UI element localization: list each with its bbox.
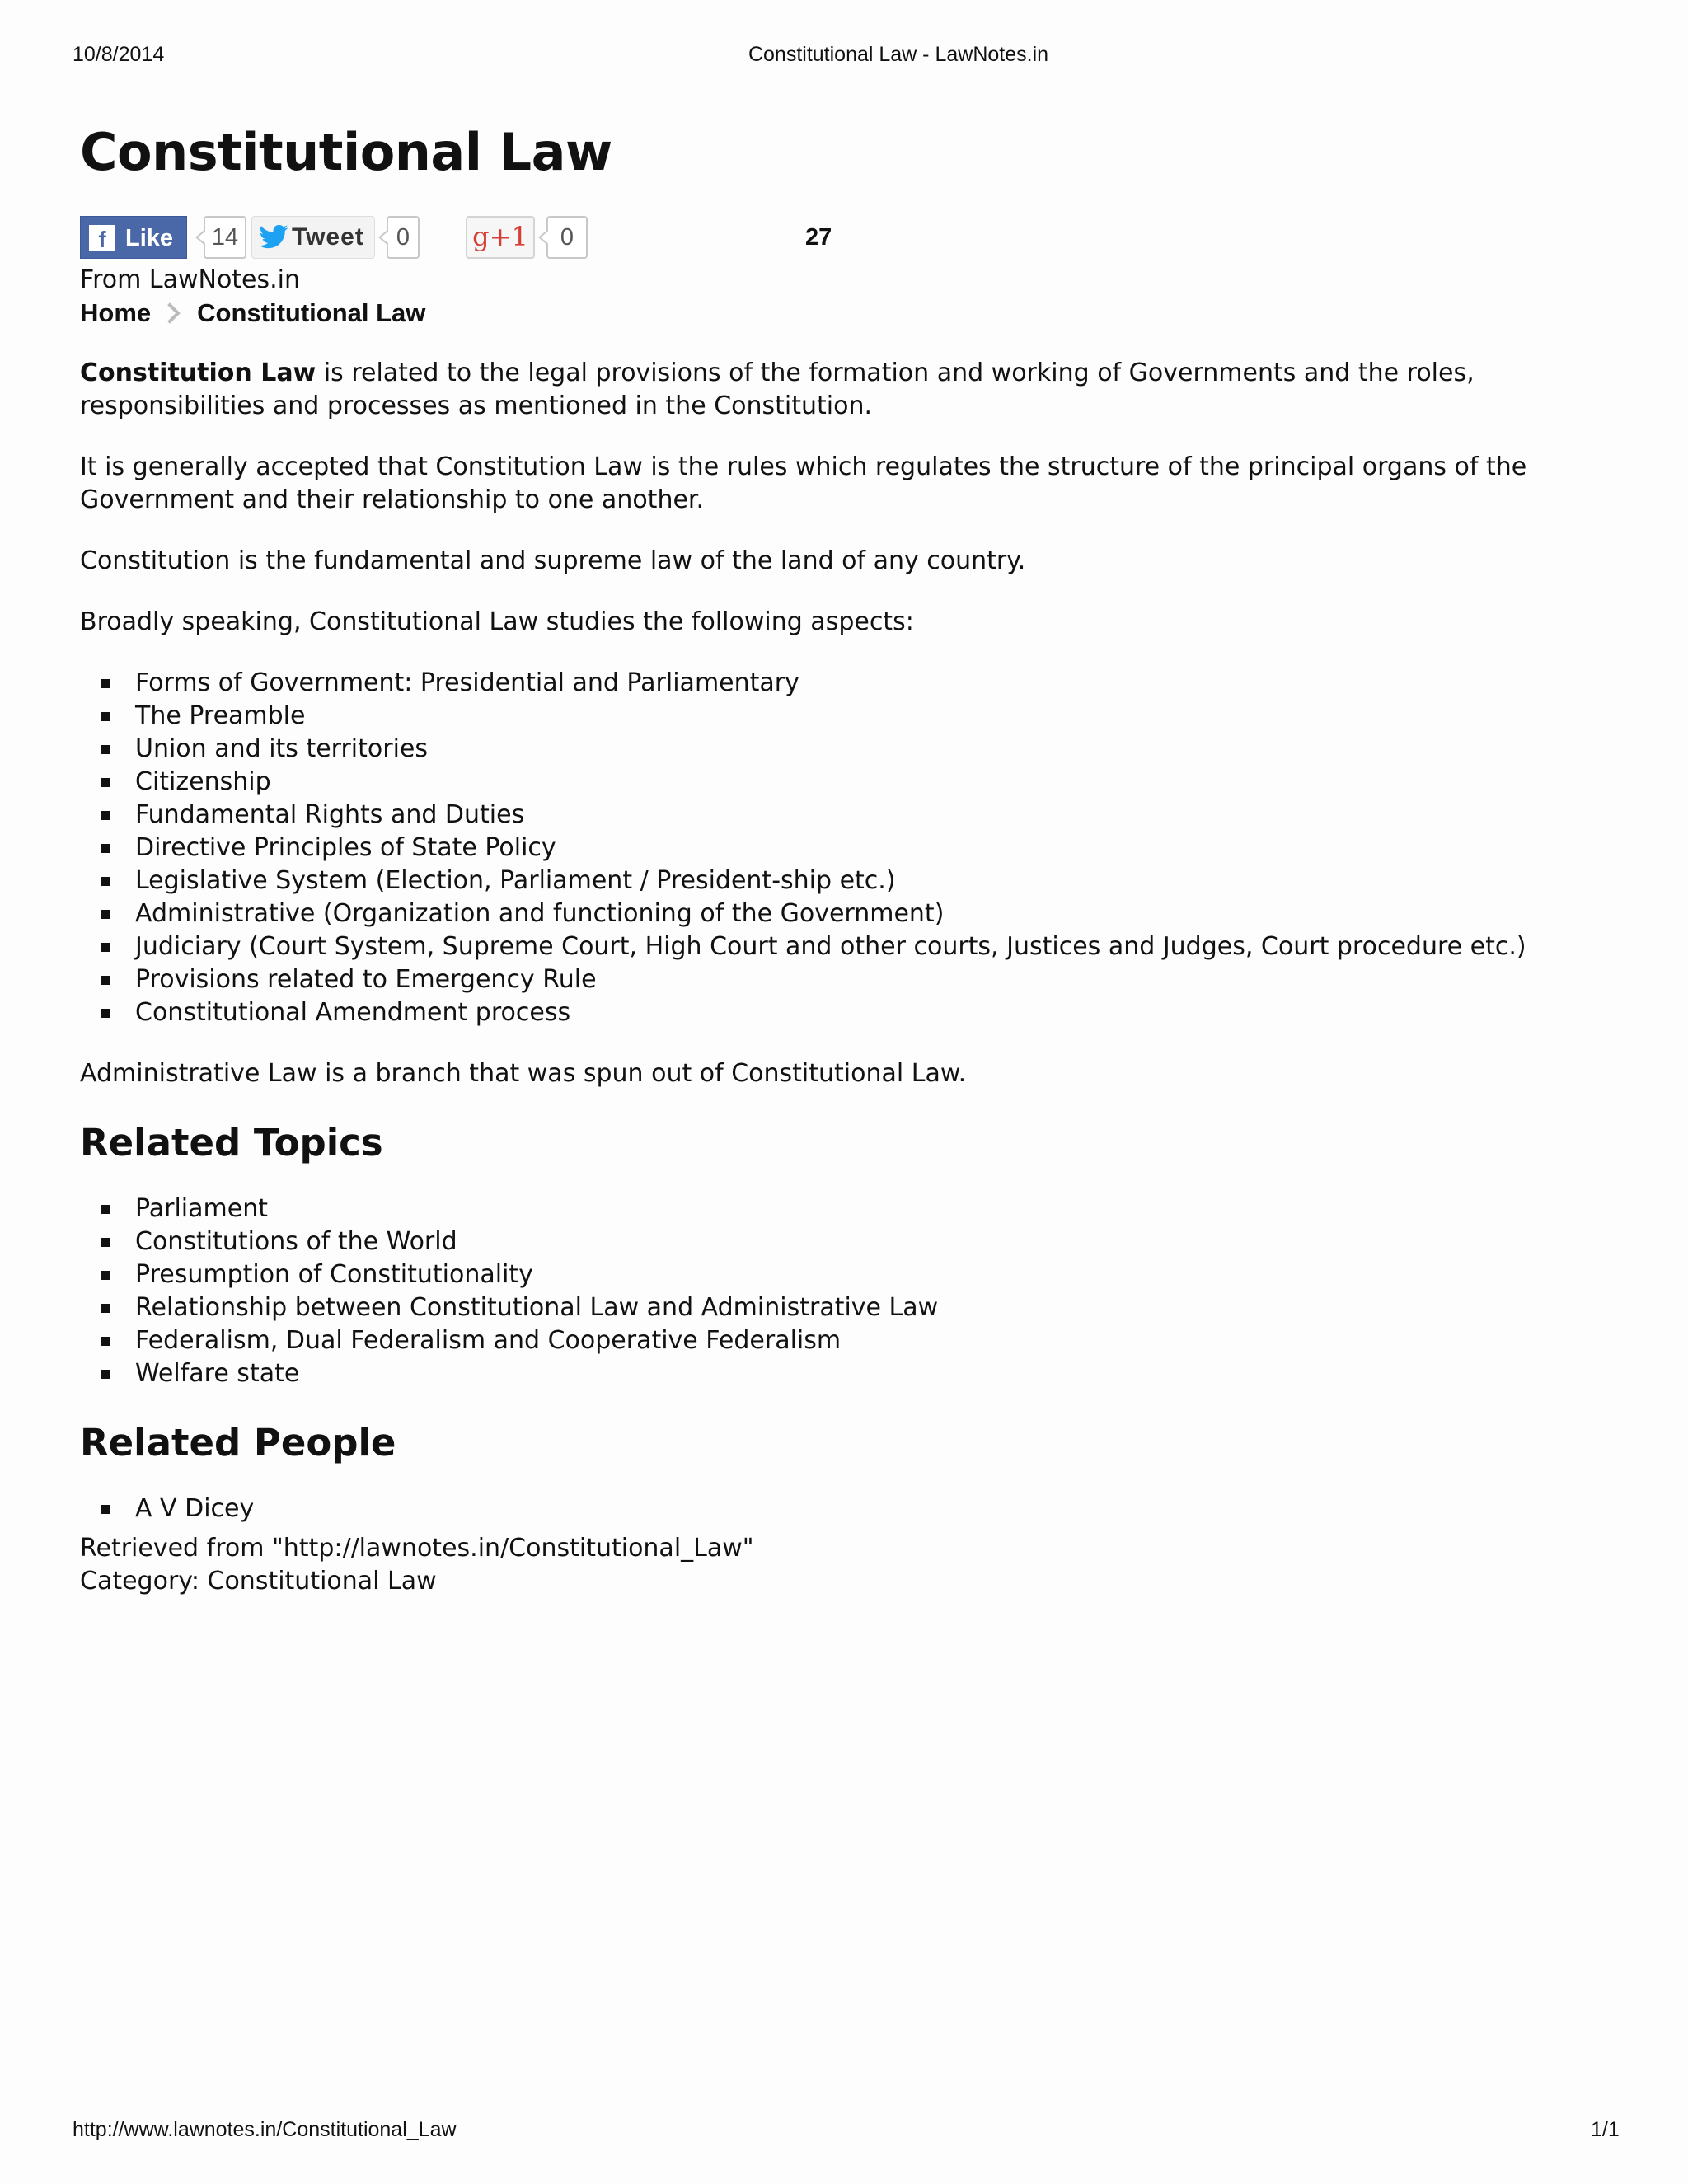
intro-paragraph	[80, 357, 1613, 423]
chevron-right-icon	[159, 302, 180, 323]
related-topics-list	[80, 1193, 1613, 1390]
related-topic-link[interactable]: Federalism, Dual Federalism and Cooperative Federalism	[135, 1324, 1613, 1357]
article	[80, 115, 1613, 1598]
list-item: Legislative System (Election, Parliament / President-ship etc.)	[135, 865, 1613, 898]
print-header	[0, 43, 1688, 69]
related-people-heading: Related People	[80, 1421, 396, 1465]
list-item: Directive Principles of State Policy	[135, 832, 1613, 865]
list-item: Citizenship	[135, 766, 1613, 799]
print-date: 10/8/2014	[73, 43, 165, 66]
google-plus-count: 0	[546, 216, 588, 259]
breadcrumb-current[interactable]: Constitutional Law	[197, 298, 426, 327]
paragraph: It is generally accepted that Constitution Law is the rules which regulates the structure of the principal organs of the Government and their relationship to one another.	[80, 452, 1527, 514]
google-plus-button[interactable]	[466, 216, 535, 259]
list-item: Administrative (Organization and functioning of the Government)	[135, 898, 1613, 930]
total-share-count: 27	[805, 224, 832, 251]
twitter-bird-icon	[257, 222, 290, 266]
breadcrumb	[80, 297, 1613, 330]
list-item: Fundamental Rights and Duties	[135, 799, 1613, 832]
related-person-link[interactable]: A V Dicey	[135, 1493, 1613, 1526]
facebook-icon: f	[89, 225, 115, 251]
site-source: From LawNotes.in	[80, 265, 301, 294]
list-item: Provisions related to Emergency Rule	[135, 963, 1613, 996]
related-people-list	[80, 1493, 1613, 1526]
google-plus-label: +1	[489, 221, 528, 252]
intro-text: is related to the legal provisions of the formation and working of Governments and the roles, responsibilities and processes as mentioned in the Constitution.	[80, 359, 1475, 420]
page-number: 1/1	[1591, 2118, 1620, 2141]
print-doc-title: Constitutional Law - LawNotes.in	[748, 43, 1049, 66]
paragraph: Constitution is the fundamental and supreme law of the land of any country.	[80, 546, 1026, 575]
tweet-count: 0	[387, 216, 420, 259]
list-item: Union and its territories	[135, 733, 1613, 766]
related-topic-link[interactable]: Presumption of Constitutionality	[135, 1258, 1613, 1291]
list-item: Constitutional Amendment process	[135, 996, 1613, 1029]
related-topic-link[interactable]: Welfare state	[135, 1357, 1613, 1390]
related-topic-link[interactable]: Relationship between Constitutional Law and Administrative Law	[135, 1291, 1613, 1324]
related-topics-heading: Related Topics	[80, 1121, 383, 1165]
page-title: Constitutional Law	[80, 122, 612, 182]
facebook-like-label: Like	[125, 225, 174, 251]
breadcrumb-home[interactable]: Home	[80, 298, 152, 327]
intro-term: Constitution Law	[80, 359, 316, 387]
print-url: http://www.lawnotes.in/Constitutional_Law	[73, 2118, 457, 2141]
google-plus-icon: g	[472, 221, 490, 252]
aspects-list	[80, 667, 1613, 1029]
list-item: Forms of Government: Presidential and Parliamentary	[135, 667, 1613, 700]
social-share-bar	[80, 216, 1613, 262]
list-item: Judiciary (Court System, Supreme Court, High Court and other courts, Justices and Judges, Court procedure etc.)	[135, 930, 1613, 963]
related-topic-link[interactable]: Parliament	[135, 1193, 1613, 1226]
related-topic-link[interactable]: Constitutions of the World	[135, 1226, 1613, 1258]
tweet-label: Tweet	[292, 223, 364, 251]
category-link[interactable]: Category: Constitutional Law	[80, 1567, 437, 1596]
paragraph: Broadly speaking, Constitutional Law studies the following aspects:	[80, 607, 914, 636]
facebook-like-button[interactable]	[80, 216, 187, 259]
admin-law-note: Administrative Law is a branch that was spun out of Constitutional Law.	[80, 1059, 967, 1088]
facebook-like-count: 14	[204, 216, 246, 259]
tweet-button[interactable]	[251, 216, 375, 259]
list-item: The Preamble	[135, 700, 1613, 733]
retrieved-from: Retrieved from "http://lawnotes.in/Constitutional_Law"	[80, 1534, 754, 1563]
